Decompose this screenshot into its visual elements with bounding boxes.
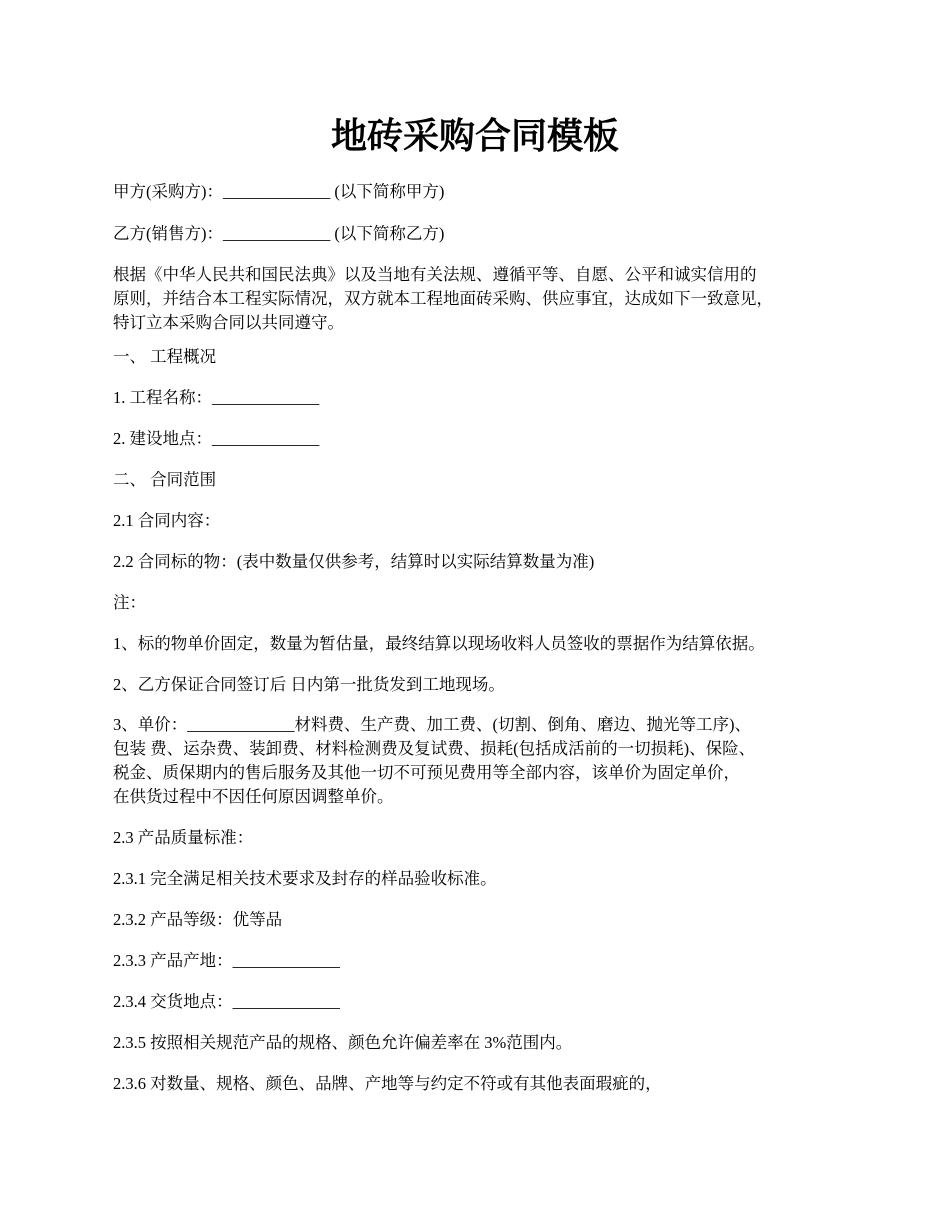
document-title: 地砖采购合同模板 [330, 116, 619, 156]
preamble-paragraph [113, 263, 858, 335]
preamble-line: 原则，并结合本工程实际情况，双方就本工程地面砖采购、供应事宜，达成如下一致意见， [113, 289, 773, 308]
note-1: 1、标的物单价固定，数量为暂估量，最终结算以现场收料人员签收的票据作为结算依据。 [113, 634, 765, 653]
quality-item-2-3-2: 2.3.2 产品等级：优等品 [113, 910, 283, 929]
preamble-line: 特订立本采购合同以共同遵守。 [113, 313, 344, 332]
section-2-heading: 二、 合同范围 [113, 470, 217, 489]
note-3-line: 在供货过程中不因任何原因调整单价。 [113, 787, 394, 806]
note-3-paragraph [113, 713, 858, 809]
contract-content-line: 2.1 合同内容： [113, 511, 221, 530]
quality-item-2-3-4: 2.3.4 交货地点：_____________ [113, 992, 340, 1011]
note-2: 2、乙方保证合同签订后 日内第一批货发到工地现场。 [113, 675, 505, 694]
note-3-line: 税金、质保期内的售后服务及其他一切不可预见费用等全部内容，该单价为固定单价， [113, 763, 740, 782]
quality-item-2-3-6: 2.3.6 对数量、规格、颜色、品牌、产地等与约定不符或有其他表面瑕疵的， [113, 1074, 662, 1093]
construction-site-line: 2. 建设地点：_____________ [113, 429, 320, 448]
section-1-heading: 一、 工程概况 [113, 347, 217, 366]
party-b-line: 乙方(销售方)：_____________ (以下简称乙方) [113, 224, 445, 243]
note-3-line: 包装 费、运杂费、装卸费、材料检测费及复试费、损耗(包括成活前的一切损耗)、保险、 [113, 739, 756, 758]
quality-item-2-3-5: 2.3.5 按照相关规范产品的规格、颜色允许偏差率在 3%范围内。 [113, 1033, 573, 1052]
quality-item-2-3-3: 2.3.3 产品产地：_____________ [113, 951, 340, 970]
project-name-line: 1. 工程名称：_____________ [113, 388, 320, 407]
preamble-line: 根据《中华人民共和国民法典》以及当地有关法规、遵循平等、自愿、公平和诚实信用的 [113, 265, 757, 284]
note-label: 注： [113, 593, 146, 612]
quality-standard-heading: 2.3 产品质量标准： [113, 828, 254, 847]
quality-item-2-3-1: 2.3.1 完全满足相关技术要求及封存的样品验收标准。 [113, 869, 497, 888]
note-3-line: 3、单价：_____________材料费、生产费、加工费、(切割、倒角、磨边、抛光等工序)、 [113, 715, 751, 734]
contract-subject-line: 2.2 合同标的物：(表中数量仅供参考，结算时以实际结算数量为准) [113, 552, 595, 571]
party-a-line: 甲方(采购方)：_____________ (以下简称甲方) [113, 182, 445, 201]
